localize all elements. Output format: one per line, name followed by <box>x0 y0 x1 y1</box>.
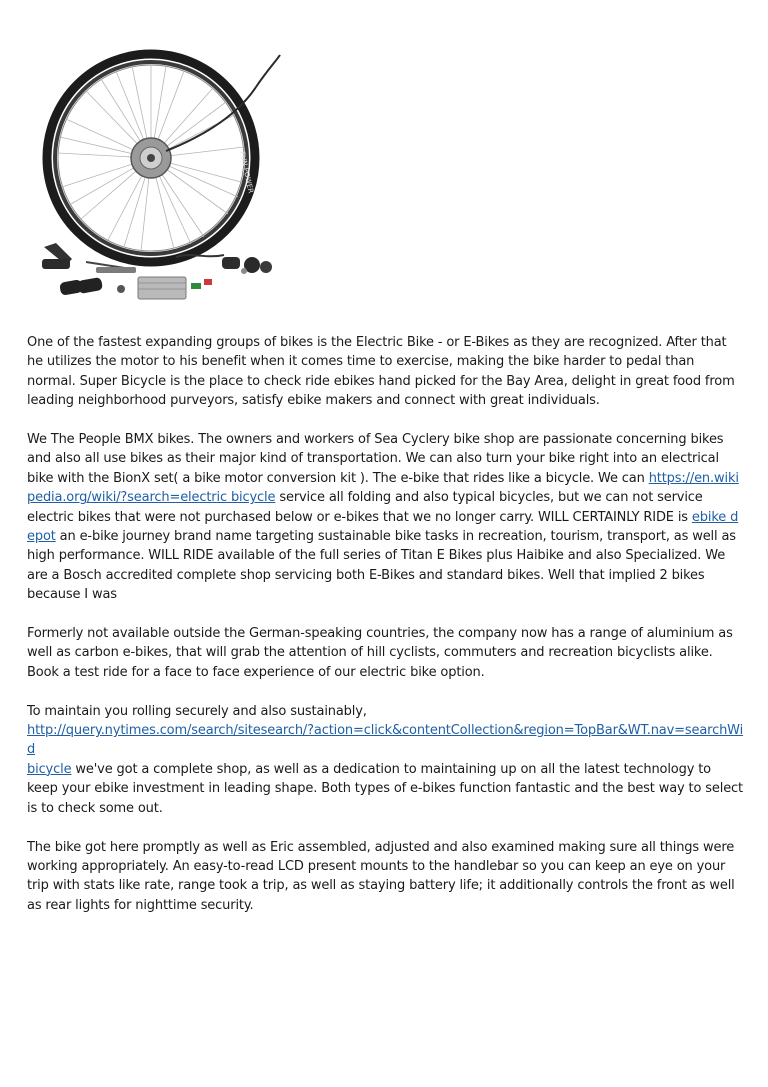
ebike-wheel-image <box>26 47 284 305</box>
wikipedia-link[interactable]: https://en.wikipedia.org/wiki/?search=electric bicycle <box>27 470 739 506</box>
paragraph-3-text: Formerly not available outside the German-speaking countries, the company now has a range of aluminium as well as carbon e-bikes, that will grab the attention of hill cyclists, commuters and recreation bicyclists alike. Book a test ride for a face to face experience of our electric bike option. <box>27 626 733 680</box>
throttle-icon <box>42 259 70 269</box>
pedal-sensor-icon <box>222 257 240 269</box>
article-body <box>27 333 745 935</box>
ebike-depot-link[interactable]: ebike depot <box>27 509 739 545</box>
paragraph-2 <box>27 430 745 605</box>
paragraph-2-text-b: service all folding and also typical bicycles, but we can not service electric bikes that were not purchased below or e-bikes that we no longer carry. WILL CERTAINLY RIDE is <box>27 490 703 525</box>
connector-icon <box>117 285 125 293</box>
paragraph-5 <box>27 838 745 916</box>
paragraph-2-text-c: an e-bike journey brand name targeting sustainable bike tasks in recreation, tourism, transport, as well as high performance. WILL RIDE available of the full series of Titan E Bikes plus Haibike and also Specialized. We are a Bosch accredited complete shop servicing both E-Bikes and standard bikes. Well that implied 2 bikes because I was <box>27 529 736 603</box>
paragraph-1 <box>27 333 745 411</box>
paragraph-2-text-a: We The People BMX bikes. The owners and workers of Sea Cyclery bike shop are passionate concerning bikes and also all use bikes as their major kind of transportation. We can also turn your bike right into an electrical bike with the BionX set( a bike motor conversion kit ). The e-bike that rides like a bicycle. We can <box>27 432 724 486</box>
kit-accessories <box>42 243 272 299</box>
connector-green-icon <box>191 283 201 289</box>
rim-label: FUN POWER <box>238 150 255 195</box>
paragraph-5-text: The bike got here promptly as well as Eric assembled, adjusted and also examined making sure all things were working appropriately. An easy-to-read LCD present mounts to the handlebar so you can keep an eye on your trip with stats like rate, range took a trip, as well as staying battery life; it additionally controls the front as well as rear lights for nighttime security. <box>27 839 735 913</box>
nytimes-link-line-2[interactable]: bicycle <box>27 761 72 777</box>
paragraph-3 <box>27 624 745 682</box>
grip-right-icon <box>77 277 103 294</box>
paragraph-4-text-b: we've got a complete shop, as well as a dedication to maintaining up on all the latest technology to keep your ebike investment in leading shape. Both types of e-bikes function fantastic and the best way to select is to check some out. <box>27 761 744 816</box>
nytimes-link-line-1[interactable]: http://query.nytimes.com/search/sitesearch/?action=click&contentCollection&region=TopBar&WT.nav=searchWid <box>27 723 744 758</box>
controller-box-icon <box>138 277 186 299</box>
cable-coil-icon <box>260 261 272 273</box>
axle <box>147 154 155 162</box>
paragraph-1-text: One of the fastest expanding groups of bikes is the Electric Bike - or E-Bikes as they are recognized. After that he utilizes the motor to his benefit when it comes time to exercise, making the bike harder to pedal than normal. Super Bicycle is the place to check ride ebikes hand picked for the Bay Area, delight in great food from leading neighborhood purveyors, satisfy ebike makers and connect with great individuals. <box>27 335 735 409</box>
brake-lever-right-icon <box>96 267 136 273</box>
paragraph-4 <box>27 702 745 818</box>
connector-red-icon <box>204 279 212 285</box>
ebike-kit-photo <box>26 47 284 305</box>
paragraph-4-text-a: To maintain you rolling securely and also sustainably, <box>27 703 367 719</box>
